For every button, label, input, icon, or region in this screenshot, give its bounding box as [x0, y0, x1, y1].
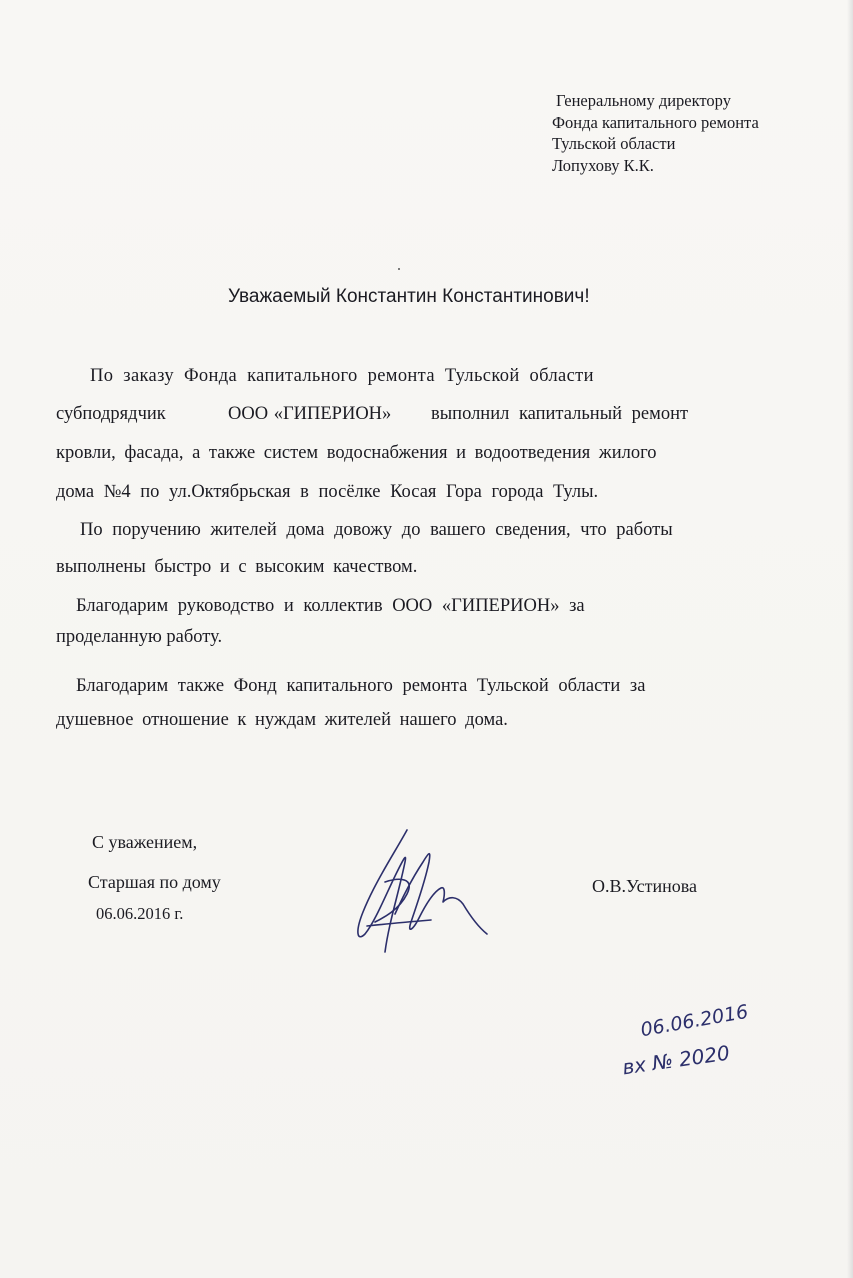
- paragraph-1-line-2: [56, 404, 689, 425]
- company-name: ООО «ГИПЕРИОН»: [228, 404, 392, 424]
- paragraph-3-line-2: проделанную работу.: [56, 627, 223, 647]
- addressee-block: [552, 90, 759, 176]
- paragraph-1-line-1: [90, 366, 670, 387]
- registration-number: вх № 2020: [620, 1040, 732, 1080]
- text-segment: субподрядчик: [56, 404, 166, 424]
- scan-edge-shadow: [847, 0, 853, 1278]
- addressee-name: Лопухову К.К.: [552, 155, 654, 175]
- signer-name: О.В.Устинова: [592, 876, 697, 896]
- scan-speck: [398, 268, 400, 270]
- text-segment: выполнил капитальный ремонт: [431, 404, 689, 424]
- handwritten-signature: [345, 822, 495, 962]
- paragraph-2-line-1: По поручению жителей дома довожу до вашего сведения, что работы: [80, 520, 673, 540]
- addressee-region: Тульской области: [552, 134, 676, 153]
- salutation: Уважаемый Константин Константинович!: [228, 286, 590, 307]
- paragraph-1-line-4: дома №4 по ул.Октябрьская в посёлке Косая Гора города Тулы.: [56, 482, 599, 502]
- closing-role: Старшая по дому: [88, 872, 221, 892]
- addressee-organization: Фонда капитального ремонта: [552, 112, 759, 132]
- paragraph-3-line-1: Благодарим руководство и коллектив ООО «ГИПЕРИОН» за: [76, 596, 585, 616]
- closing-regards: С уважением,: [92, 832, 198, 852]
- paragraph-2-line-2: выполнены быстро и с высоким качеством.: [56, 557, 418, 577]
- registration-handnote: [600, 1000, 780, 1094]
- addressee-title: Генеральному директору: [556, 91, 731, 110]
- paragraph-1-line-3: кровли, фасада, а также систем водоснабжения и водоотведения жилого: [56, 443, 657, 463]
- text-line: По заказу Фонда капитального ремонта Тульской области: [90, 366, 594, 386]
- paragraph-4-line-2: душевное отношение к нуждам жителей нашего дома.: [56, 710, 508, 730]
- closing-date: 06.06.2016 г.: [96, 904, 184, 923]
- paragraph-4-line-1: Благодарим также Фонд капитального ремонта Тульской области за: [76, 676, 646, 696]
- registration-date: 06.06.2016: [638, 1000, 750, 1042]
